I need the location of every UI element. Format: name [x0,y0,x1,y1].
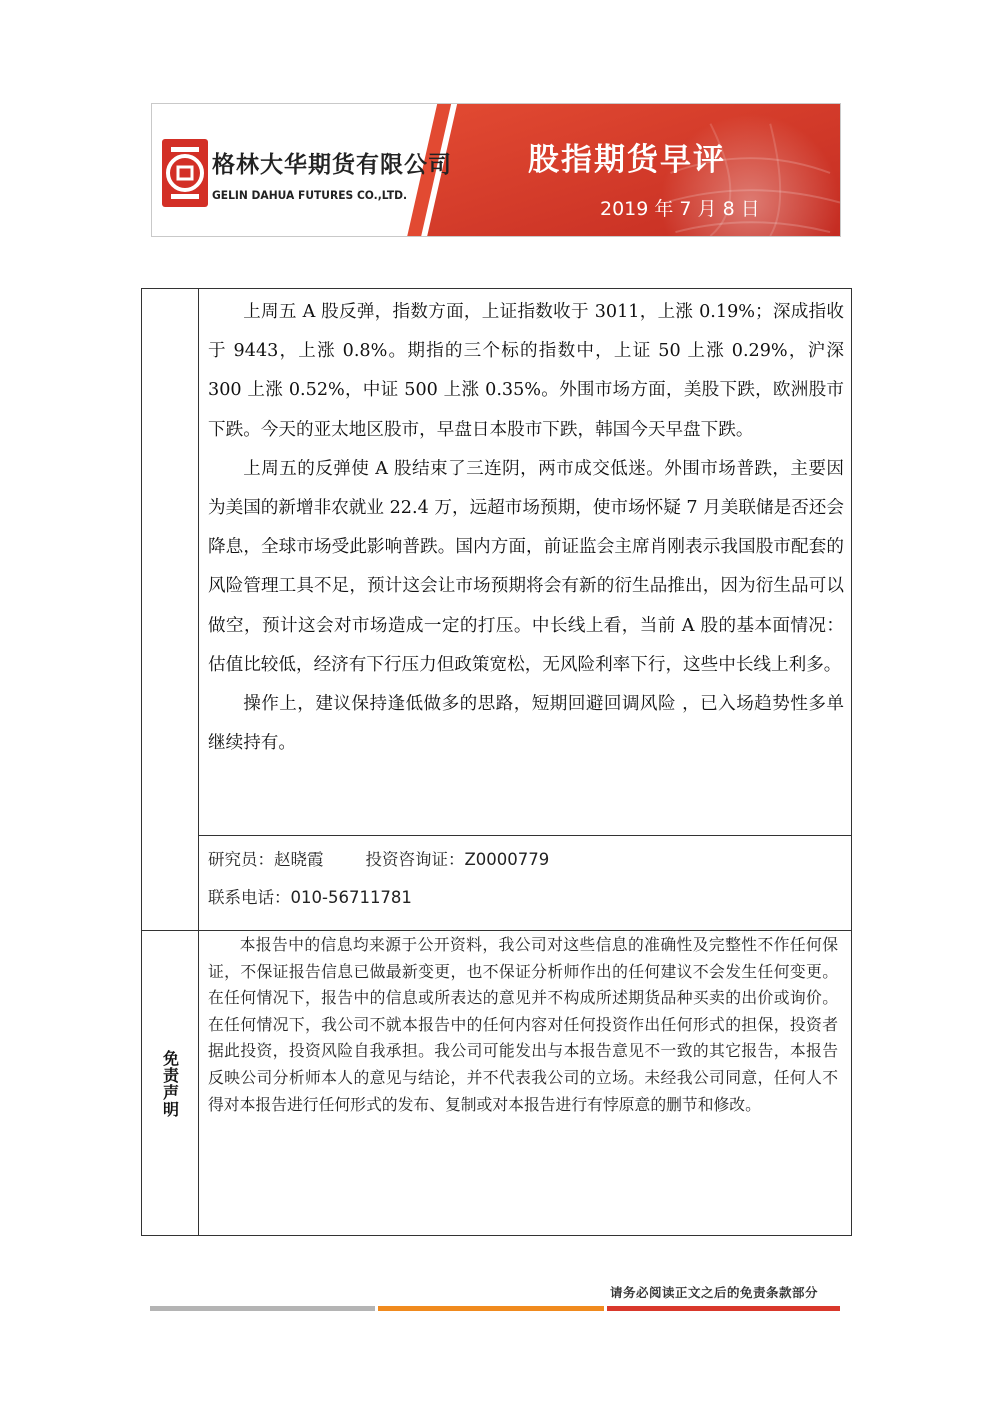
researcher-row [208,841,844,879]
researcher-name: 研究员：赵晓霞 [208,850,324,869]
disclaimer-text: 本报告中的信息均来源于公开资料，我公司对这些信息的准确性及完整性不作任何保证，不保证报告信息已做最新变更，也不保证分析师作出的任何建议不会发生任何变更。在任何情况下，报告中的信息或所表达的意见并不构成所述期货品种买卖的出价或询价。在任何情况下，我公司不就本报告中的任何内容对任何投资作出任何形式的担保，投资者据此投资，投资风险自我承担。我公司可能发出与本报告意见不一致的其它报告，本报告反映公司分析师本人的意见与结论，并不代表我公司的立场。未经我公司同意，任何人不得对本报告进行任何形式的发布、复制或对本报告进行有悖原意的删节和修改。 [208,935,838,1114]
commentary-paragraph: 上周五 A 股反弹，指数方面，上证指数收于 3011，上涨 0.19%；深成指收于 9443，上涨 0.8%。期指的三个标的指数中，上证 50 上涨 0.29%，沪深 300 上涨 0.52%，中证 500 上涨 0.35%。外围市场方面，美股下跌，欧洲股市下跌。今天的亚太地区股市，早盘日本股市下跌，韩国今天早盘下跌。 [208,302,844,440]
footer-bar-gray [150,1306,375,1311]
contact-info [208,841,844,917]
footer-bar-red [607,1306,840,1311]
company-name-cn: 格林大华期货有限公司 [212,152,452,178]
phone-number: 联系电话：010-56711781 [208,888,412,907]
report-header-banner [151,103,841,237]
license-number: 投资咨询证：Z0000779 [365,850,550,869]
commentary-paragraph: 上周五的反弹使 A 股结束了三连阴，两市成交低迷。外围市场普跌，主要因为美国的新增非农就业 22.4 万，远超市场预期，使市场怀疑 7 月美联储是否还会降息，全球市场受此影响普跌。国内方面，前证监会主席肖刚表示我国股市配套的风险管理工具不足，预计这会让市场预期将会有新的衍生品推出，因为衍生品可以做空，预计这会对市场造成一定的打压。中长线上看，当前 A 股的基本面情况：估值比较低，经济有下行压力但政策宽松，无风险利率下行，这些中长线上利多。 [208,458,844,675]
report-table [141,288,852,1236]
market-commentary [208,293,844,763]
gelin-dahua-logo-icon [160,137,210,209]
company-name-en: GELIN DAHUA FUTURES CO.,LTD. [212,188,408,202]
column-divider [198,289,199,1235]
disclaimer-label: 免责声明 [160,1050,180,1118]
row-divider [198,835,851,836]
footer-bar-orange [378,1306,604,1311]
report-date: 2019 年 7 月 8 日 [600,198,760,220]
footer-note: 请务必阅读正文之后的免责条款部分 [610,1285,819,1300]
section-divider [142,930,851,931]
commentary-paragraph: 操作上，建议保持逢低做多的思路，短期回避回调风险 ，已入场趋势性多单继续持有。 [208,694,844,754]
report-title: 股指期货早评 [528,142,726,178]
